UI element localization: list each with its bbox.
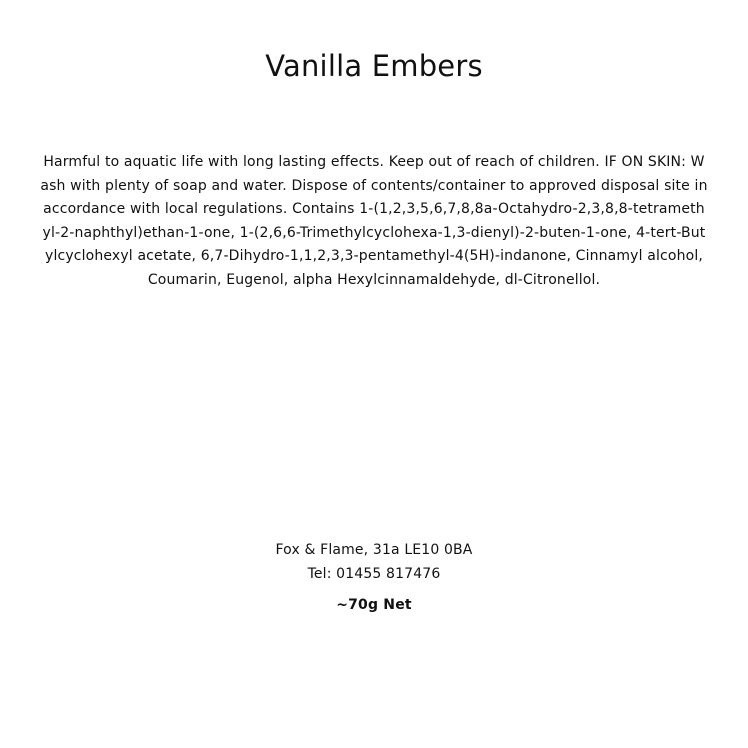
- contact-block: [0, 538, 748, 617]
- company-address: Fox & Flame, 31a LE10 0BA: [275, 542, 473, 558]
- safety-warning-text: Harmful to aquatic life with long lasting effects. Keep out of reach of children. IF ON SKIN: Wash with plenty of soap and water. Dispose of contents/container to approved disposal site in accordance with local regulations. Contains 1-(1,2,3,5,6,7,8,8a-Octahydro-2,3,8,8-tetramethyl-2-naphthyl)ethan-1-one, 1-(2,6,6-Trimethylcyclohexa-1,3-dienyl)-2-buten-1-one, 4-tert-Butylcyclohexyl acetate, 6,7-Dihydro-1,1,2,3,3-pentamethyl-4(5H)-indanone, Cinnamyl alcohol, Coumarin, Eugenol, alpha Hexylcinnamaldehyde, dl-Citronellol.: [40, 154, 708, 288]
- net-weight: ~70g Net: [336, 597, 412, 613]
- company-phone: Tel: 01455 817476: [307, 566, 441, 582]
- product-title: Vanilla Embers: [265, 49, 483, 83]
